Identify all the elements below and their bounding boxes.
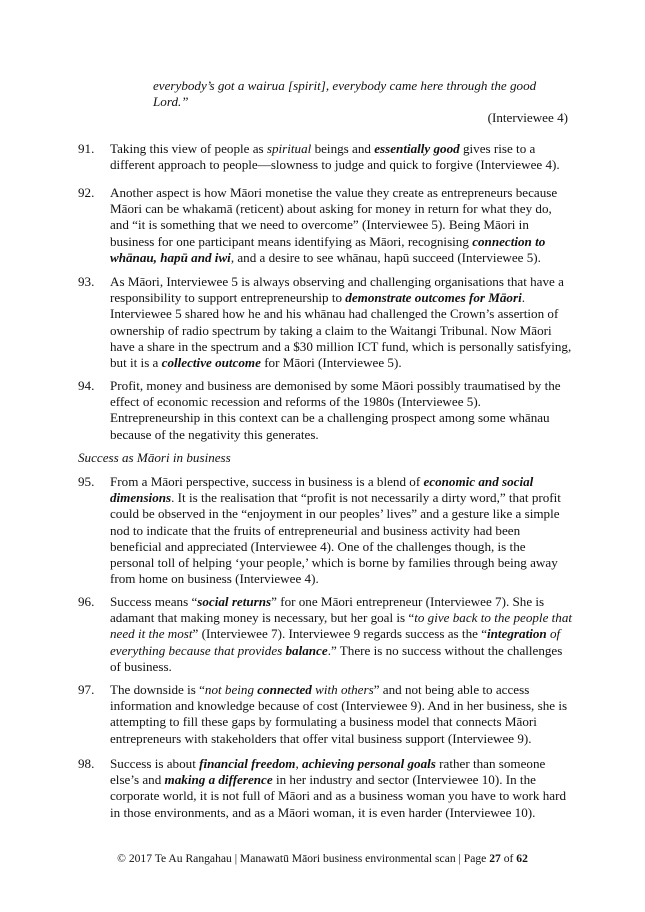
paragraph xyxy=(78,141,573,173)
paragraph-number: 91. xyxy=(78,141,95,156)
emphasis-text: making a difference xyxy=(164,772,273,788)
paragraph-text: . It is the realisation that “profit is not necessarily a dirty word,” that profit could be observed in the “enjoyment in our peoples’ lives” and a gesture like a simple nod to indicate that the fruits of entrepreneurial and business activity had been beneficial and appreciated (Interviewee 4). One of the challenges though, is the personal toll of helping ‘your people,’ which is borne by families through being away from home on business (Interviewee 4). xyxy=(110,490,561,587)
emphasis-text: economic and social dimensions xyxy=(110,474,534,506)
paragraph xyxy=(78,594,573,675)
paragraph xyxy=(78,682,573,747)
page-footer xyxy=(0,852,645,866)
paragraph-text: Profit, money and business are demonised by some Māori possibly traumatised by the effect of economic recession and reforms of the 1980s (Interviewee 5). Entrepreneurship in this context can be a challenging prospect among some whānau because of the negativity this generates. xyxy=(110,378,561,442)
paragraph-text: Taking this view of people as xyxy=(110,141,267,156)
paragraph-body xyxy=(110,274,573,371)
paragraph-text: As Māori, Interviewee 5 is always observing and challenging organisations that have a responsibility to support entrepreneurship to xyxy=(110,274,564,306)
emphasis-text: connected xyxy=(257,682,312,697)
emphasis-text: integration xyxy=(487,626,547,642)
paragraph-text: beings and xyxy=(311,141,375,156)
paragraph-text: Success means “ xyxy=(110,594,198,609)
paragraph-body xyxy=(110,594,573,675)
page-number: 27 xyxy=(489,852,501,865)
paragraph xyxy=(78,185,573,266)
paragraph-text: . Interviewee 5 shared how he and his whānau had challenged the Crown’s assertion of ownership of radio spectrum by taking a claim to the Waitangi Tribunal. Now Māori have a share in the spectrum and a $30 million ICT fund, which is personally satisfying, but it is a xyxy=(110,290,572,371)
section-heading: Success as Māori in business xyxy=(78,450,231,465)
paragraph-text: , xyxy=(295,756,303,771)
paragraph-text: The downside is “ xyxy=(110,682,205,697)
paragraph-text: in her industry and sector (Interviewee 10). In the corporate world, it is not full of Māori and as a business woman you have to work hard in those environments, and as a Māori woman, it is even harder (Interviewee 10). xyxy=(110,772,566,820)
paragraph-text: From a Māori perspective, success in business is a blend of xyxy=(110,474,424,489)
emphasis-text: to give back to the people that need it the most xyxy=(110,610,573,642)
paragraph-body xyxy=(110,141,573,173)
paragraph xyxy=(78,756,573,821)
paragraph-text: ” for one Māori entrepreneur (Interviewee 7). She is adamant that making money is necessary, but her goal is “ xyxy=(110,594,545,626)
paragraph-body xyxy=(110,474,573,587)
paragraph-number: 95. xyxy=(78,474,95,489)
footer-of: of xyxy=(500,852,517,865)
paragraph-text: Success is about xyxy=(110,756,200,771)
paragraph xyxy=(78,378,573,443)
paragraph-text: , and a desire to see whānau, hapū succeed (Interviewee 5). xyxy=(230,249,541,265)
emphasis-text: essentially good xyxy=(374,141,460,156)
emphasis-text: balance xyxy=(285,642,328,658)
quote-attribution: (Interviewee 4) xyxy=(487,110,568,125)
emphasis-text: of everything because that provides xyxy=(110,626,561,658)
paragraph-number: 96. xyxy=(78,594,95,609)
paragraph-text: Another aspect is how Māori monetise the value they create as entrepreneurs because Māori can be whakamā (reticent) about asking for money in return for what they do, and “it is something that we need to overcome” (Interviewee 5). Being Māori in business for one participant means identifying as Māori, recognising xyxy=(110,185,558,249)
paragraph-body xyxy=(110,756,573,821)
paragraph-body xyxy=(110,185,573,266)
emphasis-text: spiritual xyxy=(266,141,312,156)
emphasis-text: demonstrate outcomes for Māori xyxy=(345,290,522,306)
block-quote: everybody’s got a wairua [spirit], everybody came here through the good Lord.” xyxy=(153,78,537,109)
emphasis-text: social returns xyxy=(197,594,272,609)
emphasis-text: connection to whānau, hapū and iwi xyxy=(110,233,546,265)
paragraph-number: 92. xyxy=(78,185,95,200)
paragraph-number: 94. xyxy=(78,378,95,393)
paragraph-body xyxy=(110,378,573,443)
paragraph-number: 98. xyxy=(78,756,95,771)
emphasis-text: collective outcome xyxy=(161,355,261,371)
paragraph xyxy=(78,274,573,371)
paragraph-text: rather than someone else’s and xyxy=(110,756,546,788)
paragraph-text: .” There is no success without the challenges of business. xyxy=(110,642,563,674)
paragraph-body xyxy=(110,682,573,747)
page-total: 62 xyxy=(516,852,528,865)
paragraph-text: gives rise to a different approach to people—slowness to judge and quick to forgive (Interviewee 4). xyxy=(110,141,560,173)
paragraph-text: for Māori (Interviewee 5). xyxy=(260,355,402,371)
emphasis-text: achieving personal goals xyxy=(302,756,436,771)
paragraph-number: 93. xyxy=(78,274,95,289)
paragraph-text: ” and not being able to access information and knowledge because of cost (Interviewee 9). And in her business, she is attempting to fill these gaps by formulating a business model that connects Māori entrepreneurs with stakeholders that offer vital business support (Interviewee 9). xyxy=(110,682,568,746)
paragraph-text: ” (Interviewee 7). Interviewee 9 regards success as the “ xyxy=(192,626,488,642)
emphasis-text: with others xyxy=(311,682,374,697)
paragraph xyxy=(78,474,573,587)
paragraph-number: 97. xyxy=(78,682,95,697)
footer-text: © 2017 Te Au Rangahau | Manawatū Māori business environmental scan | Page xyxy=(117,852,490,865)
emphasis-text: financial freedom xyxy=(199,756,296,771)
emphasis-text: not being xyxy=(204,682,258,697)
